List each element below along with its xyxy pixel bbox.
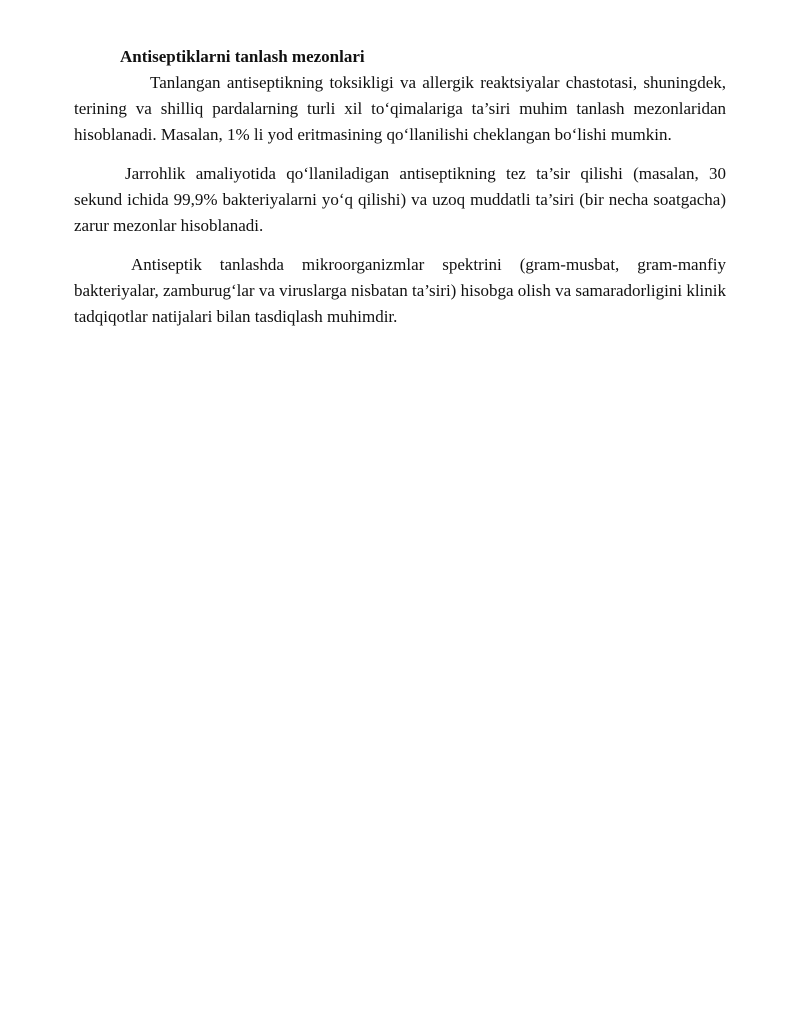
paragraph-1: Tanlangan antiseptikning toksikligi va allergik reaktsiyalar chastotasi, shuningdek, terining va shilliq pardalarning turli xil to‘qimalariga ta’siri muhim tanlash mezonlaridan hisoblanadi. Masalan, 1% li yod eritmasining qo‘llanilishi cheklangan bo‘lishi mumkin. [74,73,726,144]
paragraph-2: Jarrohlik amaliyotida qo‘llaniladigan antiseptikning tez ta’sir qilishi (masalan, 30 sekund ichida 99,9% bakteriyalarni yo‘q qilishi) va uzoq muddatli ta’siri (bir necha soatgacha) zarur mezonlar hisoblanadi. [74,164,726,235]
section-heading: Antiseptiklarni tanlash mezonlari [120,47,365,66]
document-body [74,44,726,330]
paragraph-3: Antiseptik tanlashda mikroorganizmlar spektrini (gram-musbat, gram-manfiy bakteriyalar, zamburug‘lar va viruslarga nisbatan ta’siri) hisobga olish va samaradorligini klinik tadqiqotlar natijalari bilan tasdiqlash muhimdir. [74,255,726,326]
